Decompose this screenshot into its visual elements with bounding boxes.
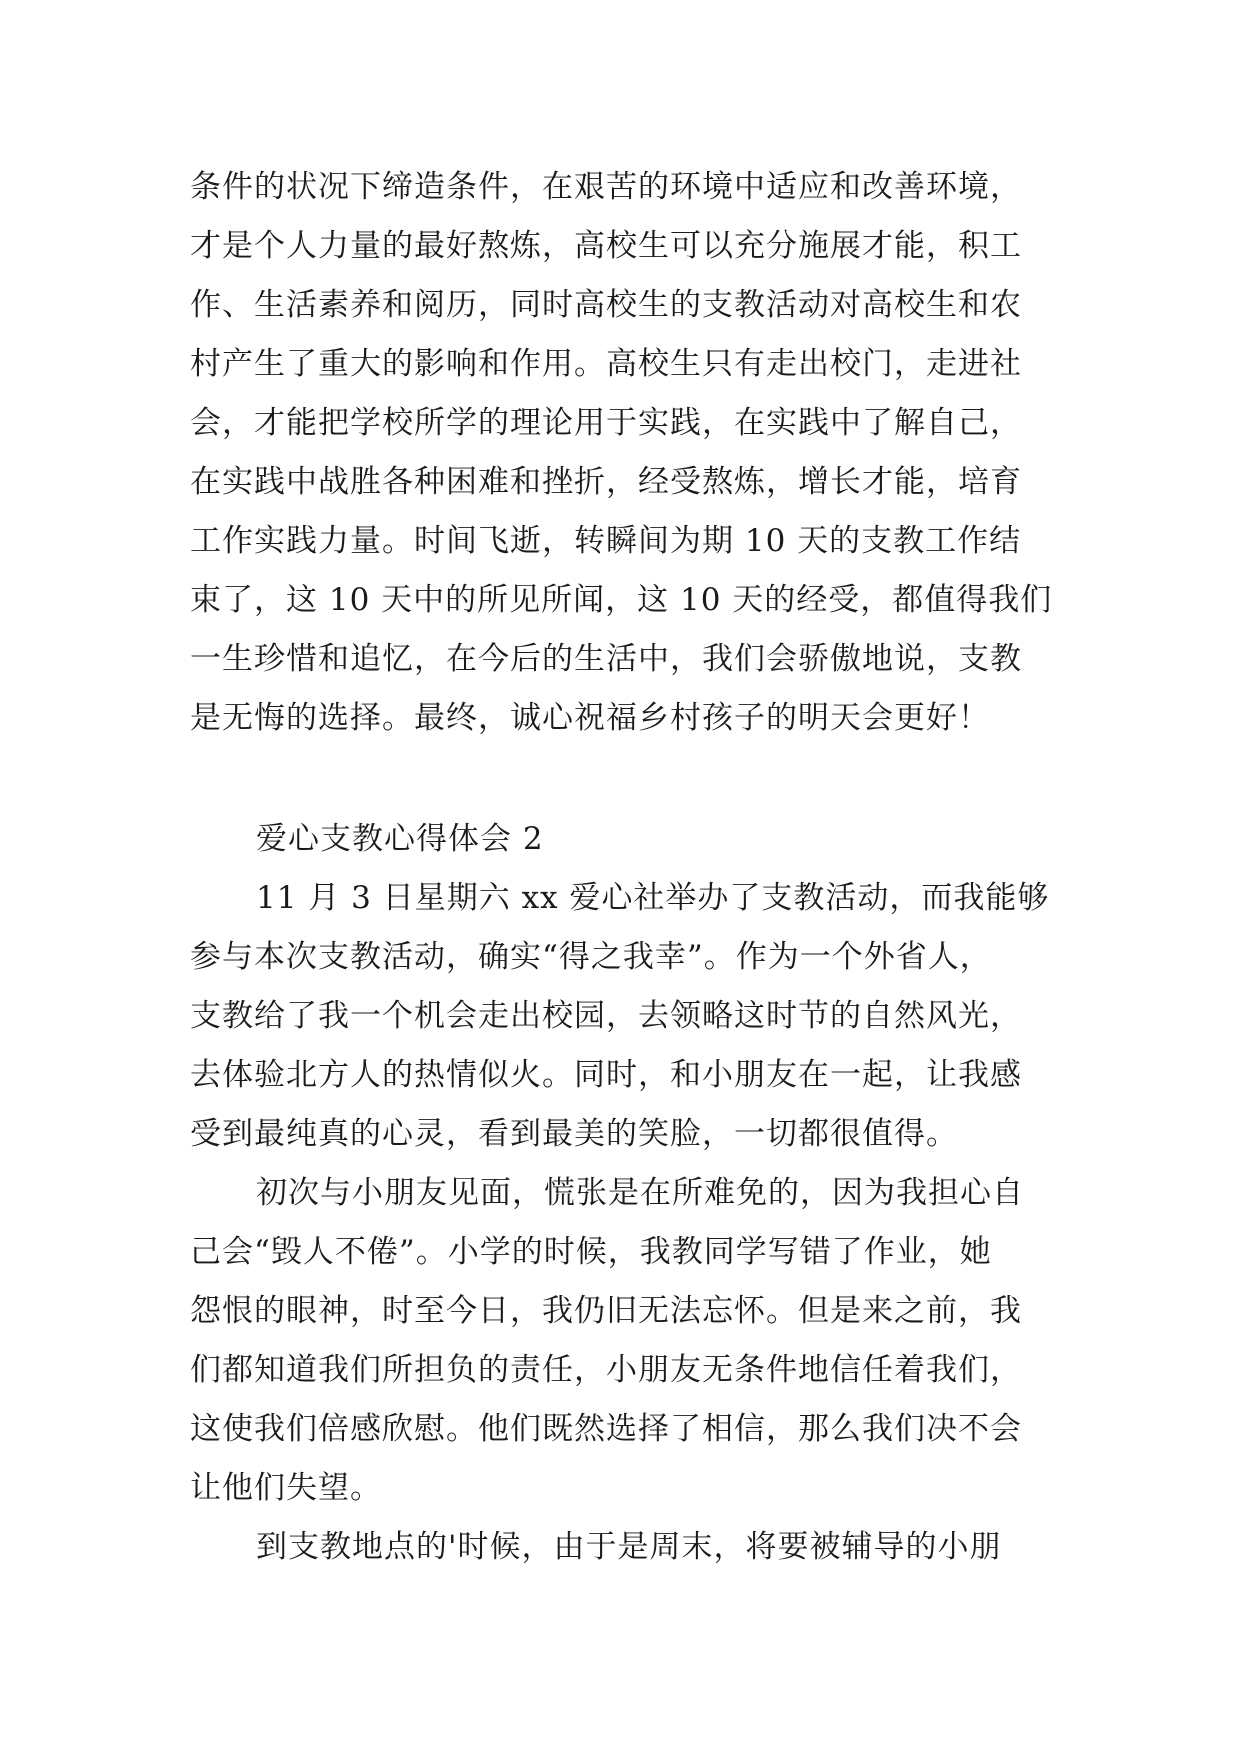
section-spacer (190, 748, 1055, 810)
text-line: 这使我们倍感欣慰。他们既然选择了相信，那么我们决不会 (190, 1411, 1022, 1447)
text-line: 支教给了我一个机会走出校园，去领略这时节的自然风光， (190, 998, 1022, 1034)
text-line: 村产生了重大的影响和作用。高校生只有走出校门，走进社 (190, 346, 1022, 382)
text-line: 到支教地点的'时候，由于是周末，将要被辅导的小朋 (256, 1529, 1002, 1565)
text-line: 一生珍惜和追忆，在今后的生活中，我们会骄傲地说，支教 (190, 641, 1022, 677)
text-line: 受到最纯真的心灵，看到最美的笑脸，一切都很值得。 (190, 1116, 958, 1152)
text-line: 在实践中战胜各种困难和挫折，经受熬炼，增长才能，培育 (190, 464, 1022, 500)
text-line: 去体验北方人的热情似火。同时，和小朋友在一起，让我感 (190, 1057, 1022, 1093)
text-line: 条件的状况下缔造条件，在艰苦的环境中适应和改善环境， (190, 169, 1022, 205)
document-body (190, 158, 1055, 1577)
section-heading: 爱心支教心得体会 2 (256, 821, 544, 857)
text-line: 束了，这 10 天中的所见所闻，这 10 天的经受，都值得我们 (190, 582, 1053, 618)
text-line: 工作实践力量。时间飞逝，转瞬间为期 10 天的支教工作结 (190, 523, 1022, 559)
text-line: 己会“毁人不倦”。小学的时候，我教同学写错了作业，她 (190, 1234, 992, 1270)
text-line: 初次与小朋友见面，慌张是在所难免的，因为我担心自 (256, 1175, 1024, 1211)
text-line: 是无悔的选择。最终，诚心祝福乡村孩子的明天会更好！ (190, 700, 990, 736)
paragraph-4 (190, 1518, 1055, 1577)
text-line: 作、生活素养和阅历，同时高校生的支教活动对高校生和农 (190, 287, 1022, 323)
paragraph-3 (190, 1164, 1055, 1518)
text-line: 们都知道我们所担负的责任，小朋友无条件地信任着我们， (190, 1352, 1022, 1388)
paragraph-1 (190, 158, 1055, 748)
text-line: 会，才能把学校所学的理论用于实践，在实践中了解自己， (190, 405, 1022, 441)
text-line: 才是个人力量的最好熬炼，高校生可以充分施展才能，积工 (190, 228, 1022, 264)
text-line: 怨恨的眼神，时至今日，我仍旧无法忘怀。但是来之前，我 (190, 1293, 1022, 1329)
text-line: 参与本次支教活动，确实“得之我幸”。作为一个外省人， (190, 939, 992, 975)
paragraph-2 (190, 869, 1055, 1164)
text-line: 11 月 3 日星期六 xx 爱心社举办了支教活动，而我能够 (256, 880, 1050, 916)
text-line: 让他们失望。 (190, 1470, 382, 1506)
